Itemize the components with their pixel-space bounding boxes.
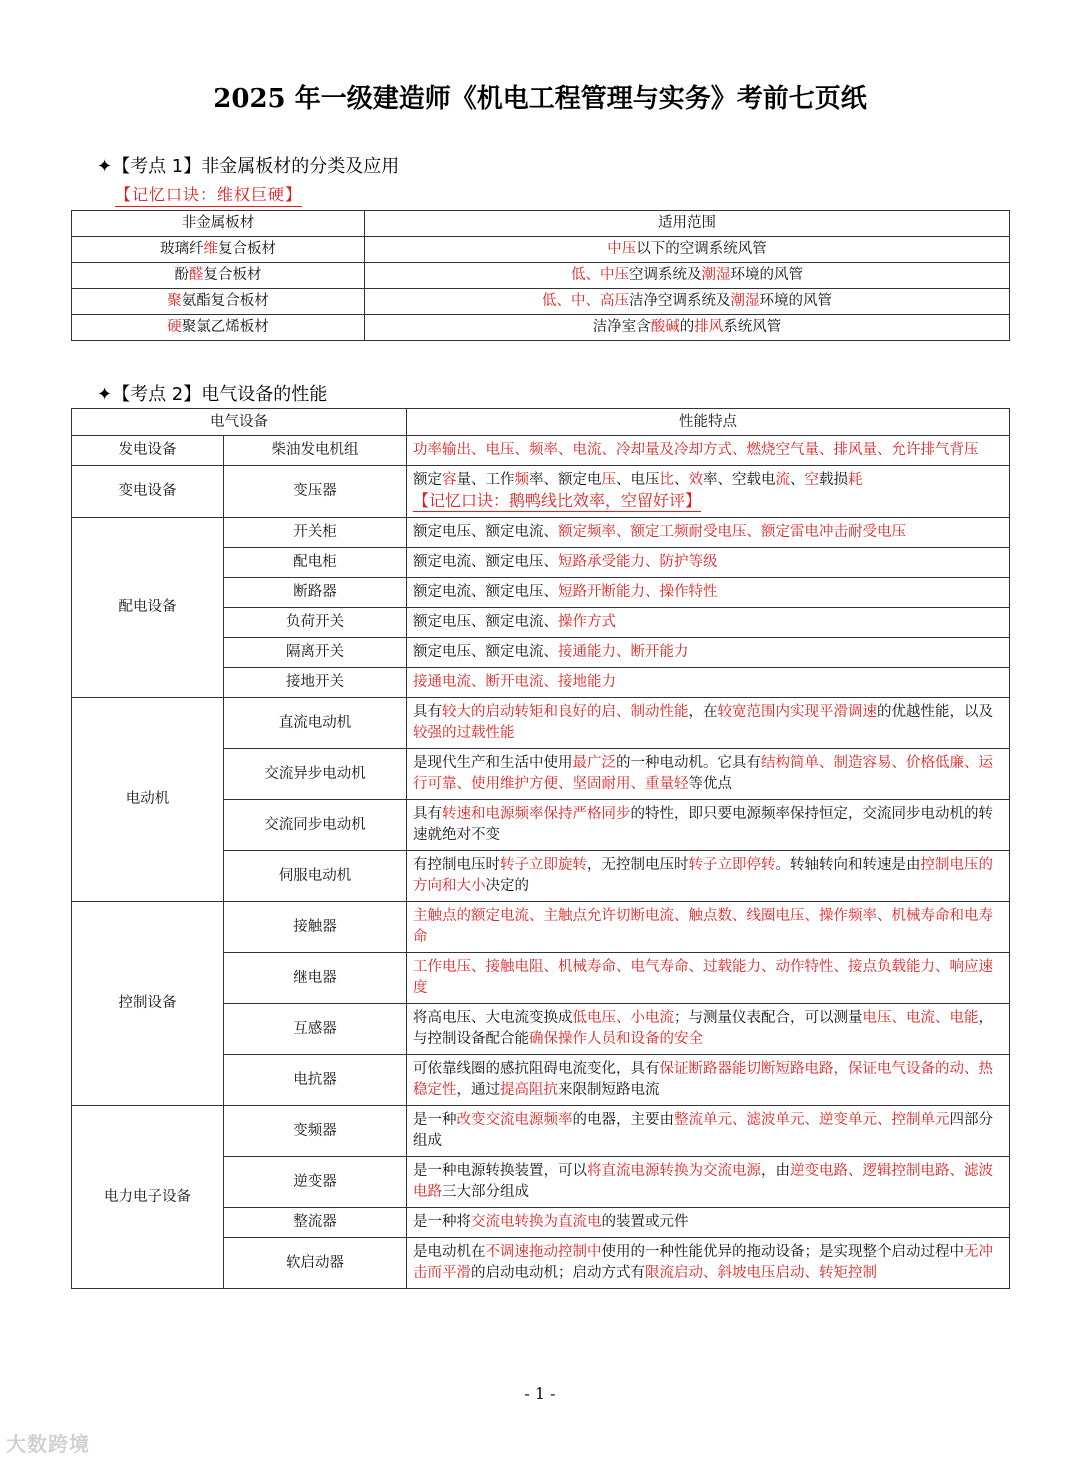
plain-text: 决定的	[485, 878, 529, 894]
page-title: 2025 年一级建造师《机电工程管理与实务》考前七页纸	[213, 84, 867, 114]
key-text: 不调速拖动控制中	[485, 1244, 602, 1260]
key-text: 空	[804, 472, 819, 488]
page-number: - 1 -	[524, 1384, 556, 1403]
key-text: 流	[775, 472, 790, 488]
column-header: 适用范围	[365, 211, 1010, 237]
plain-text: 额定	[413, 472, 442, 488]
key-text: 较宽范围内实现平滑调速	[717, 704, 877, 720]
nonmetal-board-table	[71, 210, 1010, 341]
plain-text: 的电器，主要由	[572, 1112, 674, 1128]
plain-text: 来限制短路电流	[558, 1082, 660, 1098]
table-row	[72, 436, 1010, 466]
key-text: 短路开断能力、操作特性	[558, 584, 718, 600]
table-header-row	[72, 211, 1010, 237]
scope-cell	[365, 315, 1010, 341]
table-row	[72, 1106, 1010, 1157]
key-text: 潮湿	[730, 293, 760, 309]
plain-text: 额定电流、额定电压、	[413, 584, 558, 600]
plain-text: 将高电压、大电流变换成	[413, 1010, 573, 1026]
device-cell: 互感器	[224, 1004, 407, 1055]
plain-text: ，无控制电压时	[587, 857, 689, 873]
device-cell: 继电器	[224, 953, 407, 1004]
device-cell: 交流异步电动机	[224, 749, 407, 800]
table-row	[72, 237, 1010, 263]
key-text: 容	[442, 472, 457, 488]
category-cell: 控制设备	[72, 902, 224, 1106]
plain-text: 是电动机在	[413, 1244, 486, 1260]
performance-cell	[407, 1157, 1010, 1208]
device-cell: 断路器	[224, 578, 407, 608]
plain-text: 可依靠线圈的感抗阻碍电流变化，具有	[413, 1061, 660, 1077]
plain-text: 、电压	[616, 472, 660, 488]
device-cell: 负荷开关	[224, 608, 407, 638]
plain-text: 额定电压、额定电流、	[413, 644, 558, 660]
plain-text: 量、工作	[456, 472, 515, 488]
mnemonic-transformer: 【记忆口诀：鹅鸭线比效率，空留好评】	[413, 491, 702, 510]
plain-text: 系统风管	[723, 319, 782, 335]
plain-text: 率、额定电	[529, 472, 602, 488]
plain-text: 的	[679, 319, 695, 335]
category-cell: 发电设备	[72, 436, 224, 466]
table-row	[72, 315, 1010, 341]
device-cell: 变压器	[224, 466, 407, 518]
plain-text: 空调系统及	[629, 267, 702, 283]
board-name-cell	[72, 289, 365, 315]
plain-text: 环境的风管	[759, 293, 832, 309]
key-text: 频	[514, 472, 529, 488]
key-text: 无冲击而平滑	[413, 1244, 993, 1281]
key-text: 中压	[607, 241, 637, 257]
category-cell: 电力电子设备	[72, 1106, 224, 1289]
device-cell: 整流器	[224, 1208, 407, 1238]
plain-text: 的启动电动机；启动方式有	[471, 1265, 645, 1281]
plain-text: 额定电流、额定电压、	[413, 554, 558, 570]
table-row	[72, 698, 1010, 749]
performance-cell	[407, 1004, 1010, 1055]
key-text: 将直流电源转换为交流电源	[587, 1163, 761, 1179]
table-row	[72, 518, 1010, 548]
key-text: 额定频率、额定工频耐受电压、额定雷电冲击耐受电压	[558, 524, 906, 540]
plain-text: ，在	[688, 704, 718, 720]
electrical-equipment-table	[71, 408, 1010, 1289]
scope-cell	[365, 237, 1010, 263]
device-cell: 软启动器	[224, 1238, 407, 1289]
column-header: 非金属板材	[72, 211, 365, 237]
mnemonic-section-1: 【记忆口诀：维权巨硬】	[115, 182, 302, 207]
plain-text: 氨酯复合板材	[181, 293, 269, 309]
plain-text: 具有	[413, 704, 442, 720]
key-text: 结构简单、制造容易、价格低廉、运行可靠、使用维护方便、坚固耐用、重量轻	[413, 755, 993, 792]
key-text: 交流电转换为直流电	[471, 1214, 602, 1230]
plain-text: 的一种电动机。它具有	[616, 755, 761, 771]
performance-cell	[407, 548, 1010, 578]
device-cell: 变频器	[224, 1106, 407, 1157]
key-text: 工作电压、接触电阻、机械寿命、电气寿命、过载能力、动作特性、接点负载能力、响应速度	[413, 959, 993, 996]
key-text: 潮湿	[701, 267, 731, 283]
device-cell: 伺服电动机	[224, 851, 407, 902]
key-text: 较大的启动转矩和良好的启、制动性能	[442, 704, 689, 720]
key-text: 功率输出、电压、频率、电流、冷却量及冷却方式、燃烧空气量、排风量、允许排气背压	[413, 442, 979, 458]
device-cell: 开关柜	[224, 518, 407, 548]
key-text: 低、中压	[571, 267, 629, 283]
plain-text: 的特性，即只要电源频率保持恒定，交流同步电动机的转速就绝对不变	[413, 806, 993, 843]
plain-text: 洁净室含	[592, 319, 651, 335]
performance-cell	[407, 638, 1010, 668]
plain-text: 有控制电压时	[413, 857, 500, 873]
table-header-row	[72, 409, 1010, 436]
board-name-cell	[72, 315, 365, 341]
plain-text: 的优越性能，以及	[877, 704, 993, 720]
category-cell: 配电设备	[72, 518, 224, 698]
device-cell: 接地开关	[224, 668, 407, 698]
key-text: 整流单元、滤波单元、逆变单元、控制单元	[674, 1112, 950, 1128]
performance-cell	[407, 668, 1010, 698]
section-2-heading: ✦【考点 2】电气设备的性能	[97, 384, 328, 405]
key-text: 硬	[167, 319, 182, 335]
device-cell: 直流电动机	[224, 698, 407, 749]
performance-cell	[407, 902, 1010, 953]
key-text: 低电压、小电流	[572, 1010, 674, 1026]
plain-text: 率、空载电	[703, 472, 776, 488]
plain-text: 洁净空调系统及	[629, 293, 731, 309]
plain-text: 额定电压、额定电流、	[413, 614, 558, 630]
key-text: 转子立即停转	[688, 857, 776, 873]
device-cell: 配电柜	[224, 548, 407, 578]
key-text: 提高阻抗	[500, 1082, 558, 1098]
performance-cell	[407, 578, 1010, 608]
plain-text: 环境的风管	[730, 267, 803, 283]
key-text: 逆变电路、逻辑控制电路、滤波电路	[413, 1163, 993, 1200]
performance-cell	[407, 800, 1010, 851]
key-text: 控制电压的方向和大小	[413, 857, 993, 894]
plain-text: 具有	[413, 806, 442, 822]
plain-text: 复合板材	[218, 241, 276, 257]
key-text: 接通电流、断开电流、接地能力	[413, 674, 616, 690]
plain-text: 、	[674, 472, 689, 488]
category-cell: 变电设备	[72, 466, 224, 518]
key-text: 限流启动、斜坡电压启动、转矩控制	[645, 1265, 877, 1281]
performance-cell	[407, 1106, 1010, 1157]
key-text: 短路承受能力、防护等级	[558, 554, 718, 570]
column-header: 电气设备	[72, 409, 407, 436]
column-header: 性能特点	[407, 409, 1010, 436]
scope-cell	[365, 263, 1010, 289]
performance-cell	[407, 1208, 1010, 1238]
performance-cell	[407, 436, 1010, 466]
performance-cell	[407, 851, 1010, 902]
performance-cell	[407, 698, 1010, 749]
key-text: 保证断路器能切断短路电路，保证电气设备的动、热稳定性	[413, 1061, 993, 1098]
key-text: 维	[203, 241, 218, 257]
key-text: 接通能力、断开能力	[558, 644, 689, 660]
watermark: 大数跨境	[6, 1432, 90, 1456]
scope-cell	[365, 289, 1010, 315]
key-text: 醛	[189, 267, 204, 283]
plain-text: 三大部分组成	[442, 1184, 529, 1200]
plain-text: 四部分组成	[413, 1112, 993, 1149]
table-row	[72, 466, 1010, 518]
key-text: 转子立即旋转	[500, 857, 587, 873]
plain-text: 的装置或元件	[601, 1214, 689, 1230]
plain-text: 载损	[819, 472, 848, 488]
key-text: 确保操作人员和设备的安全	[529, 1031, 703, 1047]
device-cell: 柴油发电机组	[224, 436, 407, 466]
plain-text: 。转轴转向和转速是由	[775, 857, 921, 873]
key-text: 酸碱	[650, 319, 680, 335]
key-text: 主触点的额定电流、主触点允许切断电流、触点数、线圈电压、操作频率、机械寿命和电寿命	[413, 908, 993, 945]
performance-cell	[407, 1238, 1010, 1289]
device-cell: 隔离开关	[224, 638, 407, 668]
key-text: 压	[601, 472, 616, 488]
plain-text: 、	[790, 472, 805, 488]
key-text: 低、中、高压	[542, 293, 629, 309]
plain-text: 额定电压、额定电流、	[413, 524, 558, 540]
key-text: 耗	[848, 472, 863, 488]
plain-text: ；与测量仪表配合，可以测量	[674, 1010, 863, 1026]
plain-text: 是一种电源转换装置，可以	[413, 1163, 587, 1179]
device-cell: 交流同步电动机	[224, 800, 407, 851]
performance-cell	[407, 953, 1010, 1004]
key-text: 聚	[167, 293, 182, 309]
key-text: 转速和电源频率保持严格同步	[442, 806, 631, 822]
plain-text: 是一种将	[413, 1214, 471, 1230]
device-cell: 接触器	[224, 902, 407, 953]
key-text: 较强的过载性能	[413, 725, 515, 741]
plain-text: 酚	[174, 267, 189, 283]
plain-text: ，与控制设备配合能	[413, 1010, 993, 1047]
plain-text: 以下的空调系统风管	[636, 241, 767, 257]
device-cell: 逆变器	[224, 1157, 407, 1208]
section-1-heading: ✦【考点 1】非金属板材的分类及应用	[97, 156, 400, 177]
performance-cell	[407, 466, 1010, 518]
key-text: 电压、电流、电能	[862, 1010, 979, 1026]
category-cell: 电动机	[72, 698, 224, 902]
performance-cell	[407, 608, 1010, 638]
table-row	[72, 289, 1010, 315]
key-text: 最广泛	[572, 755, 616, 771]
key-text: 效	[688, 472, 703, 488]
table-row	[72, 902, 1010, 953]
plain-text: 使用的一种性能优异的拖动设备；是实现整个启动过程中	[601, 1244, 964, 1260]
plain-text: ，由	[761, 1163, 790, 1179]
board-name-cell	[72, 237, 365, 263]
performance-cell	[407, 749, 1010, 800]
performance-cell	[407, 518, 1010, 548]
plain-text: 玻璃纤	[160, 241, 204, 257]
plain-text: 等优点	[688, 776, 732, 792]
plain-text: ，通过	[456, 1082, 500, 1098]
key-text: 改变交流电源频率	[456, 1112, 573, 1128]
device-cell: 电抗器	[224, 1055, 407, 1106]
board-name-cell	[72, 263, 365, 289]
table-row	[72, 263, 1010, 289]
performance-cell	[407, 1055, 1010, 1106]
key-text: 操作方式	[558, 614, 616, 630]
key-text: 比	[659, 472, 674, 488]
plain-text: 复合板材	[203, 267, 262, 283]
key-text: 排风	[694, 319, 724, 335]
plain-text: 聚氯乙烯板材	[181, 319, 269, 335]
plain-text: 是现代生产和生活中使用	[413, 755, 573, 771]
plain-text: 是一种	[413, 1112, 457, 1128]
